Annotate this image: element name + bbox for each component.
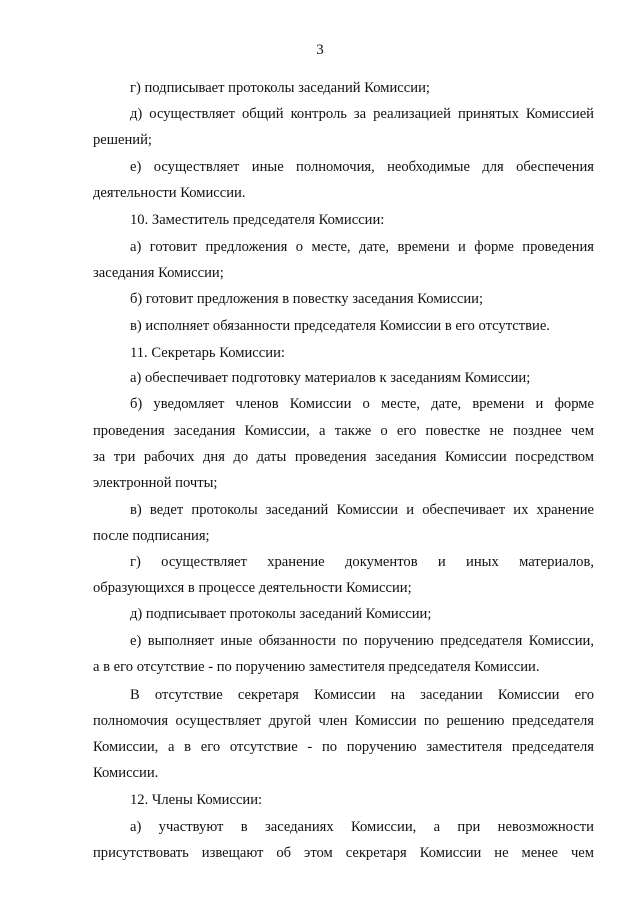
text-line: г) осуществляет хранение документов и иных материалов,	[130, 554, 594, 570]
text-line: е) выполняет иные обязанности по поручению председателя Комиссии,	[130, 633, 594, 649]
text-line: г) подписывает протоколы заседаний Комиссии;	[130, 80, 430, 96]
text-line: в) исполняет обязанности председателя Комиссии в его отсутствие.	[130, 318, 550, 334]
text-line: после подписания;	[93, 528, 210, 544]
text-line: электронной почты;	[93, 475, 218, 491]
text-line: заседания Комиссии;	[93, 265, 224, 281]
text-line: а) обеспечивает подготовку материалов к заседаниям Комиссии;	[130, 370, 531, 386]
text-line: б) готовит предложения в повестку заседания Комиссии;	[130, 291, 483, 307]
text-line: Комиссии, а в его отсутствие - по поручению заместителя председателя	[93, 739, 594, 755]
text-line: а) готовит предложения о месте, дате, времени и форме проведения	[130, 239, 594, 255]
text-line: присутствовать извещают об этом секретаря Комиссии не менее чем	[93, 845, 594, 861]
text-line: д) осуществляет общий контроль за реализацией принятых Комиссией	[130, 106, 594, 122]
text-line: д) подписывает протоколы заседаний Комиссии;	[130, 606, 432, 622]
text-line: деятельности Комиссии.	[93, 185, 246, 201]
text-line: В отсутствие секретаря Комиссии на заседании Комиссии его	[130, 687, 594, 703]
text-line: образующихся в процессе деятельности Комиссии;	[93, 580, 412, 596]
text-line: а в его отсутствие - по поручению заместителя председателя Комиссии.	[93, 659, 540, 675]
section-heading: 10. Заместитель председателя Комиссии:	[130, 212, 385, 228]
text-line: полномочия осуществляет другой член Комиссии по решению председателя	[93, 713, 594, 729]
text-line: в) ведет протоколы заседаний Комиссии и обеспечивает их хранение	[130, 502, 594, 518]
text-line: решений;	[93, 132, 152, 148]
text-line: проведения заседания Комиссии, а также о его повестке не позднее чем	[93, 423, 594, 439]
text-line: а) участвуют в заседаниях Комиссии, а при невозможности	[130, 819, 594, 835]
text-line: б) уведомляет членов Комиссии о месте, дате, времени и форме	[130, 396, 594, 412]
text-line: Комиссии.	[93, 765, 159, 781]
page-number: 3	[316, 42, 324, 58]
section-heading: 11. Секретарь Комиссии:	[130, 345, 285, 361]
text-line: за три рабочих дня до даты проведения заседания Комиссии посредством	[93, 449, 594, 465]
text-line: е) осуществляет иные полномочия, необходимые для обеспечения	[130, 159, 594, 175]
section-heading: 12. Члены Комиссии:	[130, 792, 263, 808]
